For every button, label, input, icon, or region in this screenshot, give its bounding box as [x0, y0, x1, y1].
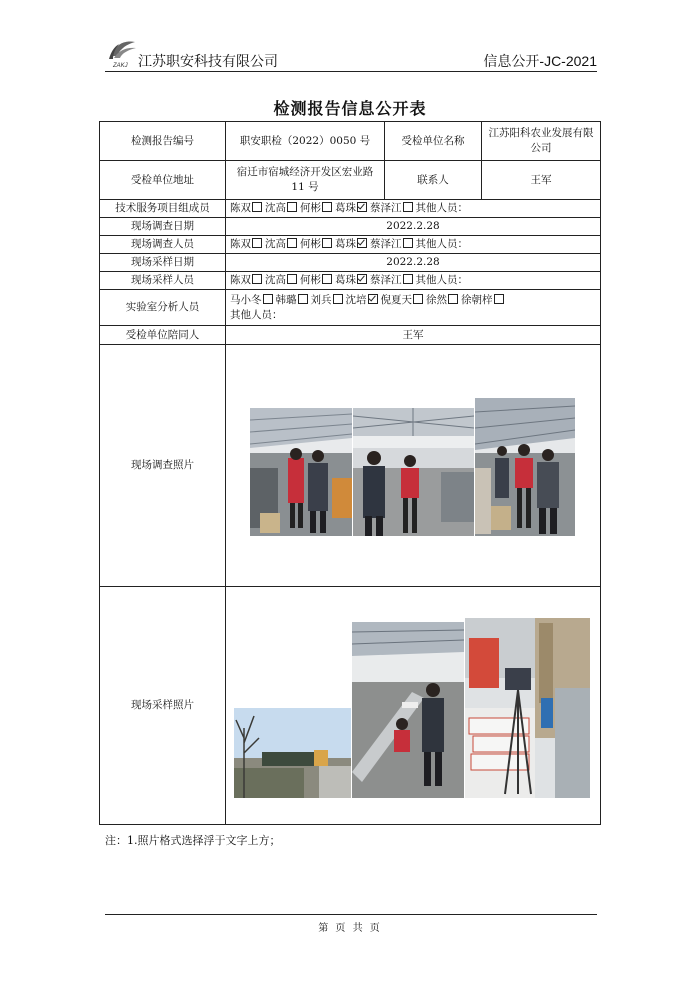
checkbox-icon [298, 294, 308, 304]
lab-staff-label: 实验室分析人员 [100, 290, 226, 326]
survey-staff-label: 现场调查人员 [100, 236, 226, 254]
survey-photo-1 [250, 408, 352, 536]
staff-name: 葛珠 [335, 274, 356, 286]
document-code: 信息公开-JC-2021 [483, 53, 597, 69]
staff-name: 马小冬 [230, 293, 262, 306]
survey-photo-label: 现场调查照片 [100, 345, 226, 587]
other-staff-label: 其他人员： [415, 238, 468, 250]
checkbox-icon [494, 294, 504, 304]
checkbox-icon [287, 274, 297, 284]
tech-team-label: 技术服务项目组成员 [100, 200, 226, 218]
sampling-photo-2 [352, 622, 464, 798]
address-value: 宿迁市宿城经济开发区宏业路 11 号 [226, 161, 385, 200]
footnote: 注：1.照片格式选择浮于文字上方； [105, 834, 281, 847]
survey-photo-3 [475, 398, 575, 536]
survey-date-label: 现场调查日期 [100, 218, 226, 236]
checkbox-icon [413, 294, 423, 304]
staff-name: 徐然 [426, 293, 447, 306]
staff-name: 陈双 [230, 238, 251, 250]
staff-name: 倪夏天 [380, 293, 412, 306]
checkbox-icon [403, 238, 413, 248]
company-logo-icon [105, 34, 139, 68]
checkbox-icon [333, 294, 343, 304]
staff-name: 刘兵 [310, 293, 332, 306]
checked-box-icon [357, 274, 367, 284]
checkbox-icon [403, 202, 413, 212]
report-no-value: 职安职检（2022）0050 号 [226, 122, 385, 161]
checkbox-icon [322, 238, 332, 248]
page-footer: 第 页 共 页 [318, 923, 382, 934]
contact-value: 王军 [482, 161, 601, 200]
staff-name: 何彬 [300, 202, 321, 214]
lab-staff-others: 其他人员： [230, 308, 283, 321]
checkbox-icon [322, 202, 332, 212]
other-staff-label: 其他人员： [415, 202, 468, 214]
staff-name: 葛珠 [335, 202, 356, 214]
sampling-photo-label: 现场采样照片 [100, 587, 226, 825]
survey-staff [226, 236, 601, 254]
staff-name: 葛珠 [335, 238, 356, 250]
checkbox-icon [252, 202, 262, 212]
header-divider [105, 71, 597, 72]
page-header [105, 34, 597, 70]
checked-box-icon [357, 238, 367, 248]
survey-photo-2 [353, 408, 474, 536]
staff-name: 徐朝梓 [461, 293, 493, 306]
footer-divider [105, 914, 597, 915]
checkbox-icon [448, 294, 458, 304]
checkbox-icon [252, 274, 262, 284]
staff-name: 蔡泽江 [370, 202, 402, 214]
address-label: 受检单位地址 [100, 161, 226, 200]
checked-box-icon [368, 294, 378, 304]
staff-name: 何彬 [300, 238, 321, 250]
sampling-photo-3 [465, 618, 590, 798]
checkbox-icon [287, 238, 297, 248]
tech-team-staff [226, 200, 601, 218]
checkbox-icon [263, 294, 273, 304]
contact-label: 联系人 [385, 161, 482, 200]
sampling-staff-label: 现场采样人员 [100, 272, 226, 290]
unit-name-value: 江苏阳科农业发展有限公司 [482, 122, 601, 161]
staff-name: 沈高 [265, 274, 286, 286]
staff-name: 陈双 [230, 202, 251, 214]
staff-name: 何彬 [300, 274, 321, 286]
checkbox-icon [403, 274, 413, 284]
page-title: 检测报告信息公开表 [273, 99, 427, 118]
sampling-date-label: 现场采样日期 [100, 254, 226, 272]
staff-name: 蔡泽江 [370, 274, 402, 286]
escort-value: 王军 [226, 326, 601, 345]
staff-name: 韩璐 [275, 293, 297, 306]
lab-staff [226, 290, 601, 326]
checked-box-icon [357, 202, 367, 212]
report-no-label: 检测报告编号 [100, 122, 226, 161]
lab-staff-names [230, 293, 596, 308]
checkbox-icon [287, 202, 297, 212]
staff-name: 蔡泽江 [370, 238, 402, 250]
other-staff-label: 其他人员： [415, 274, 468, 286]
checkbox-icon [322, 274, 332, 284]
staff-name: 陈双 [230, 274, 251, 286]
sampling-date-value: 2022.2.28 [226, 254, 601, 272]
company-name: 江苏职安科技有限公司 [138, 54, 278, 70]
sampling-photo-1 [234, 708, 351, 798]
staff-name: 沈培 [345, 293, 367, 306]
svg-text:ZAKJ: ZAKJ [113, 63, 128, 68]
unit-name-label: 受检单位名称 [385, 122, 482, 161]
staff-name: 沈高 [265, 202, 286, 214]
checkbox-icon [252, 238, 262, 248]
staff-name: 沈高 [265, 238, 286, 250]
survey-date-value: 2022.2.28 [226, 218, 601, 236]
escort-label: 受检单位陪同人 [100, 326, 226, 345]
sampling-staff [226, 272, 601, 290]
